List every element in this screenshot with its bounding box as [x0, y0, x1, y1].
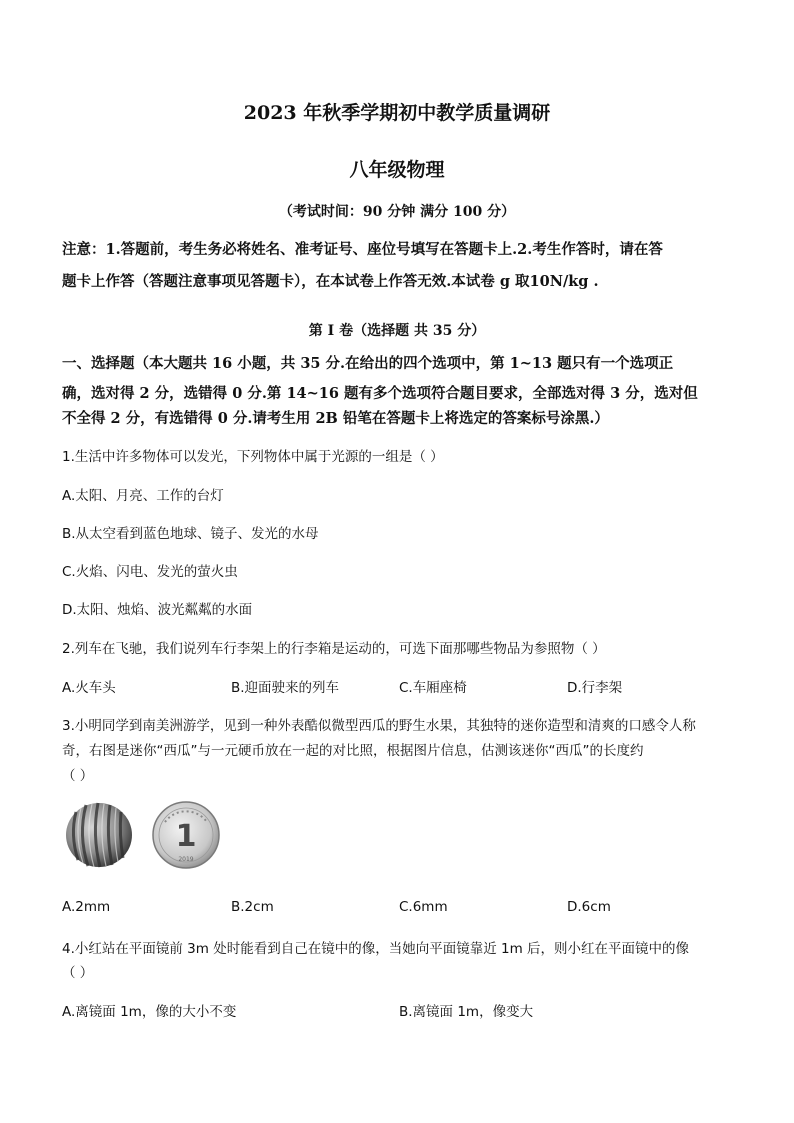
- section-instruction-3: 不全得 2 分，有选错得 0 分.请考生用 2B 铅笔在答题卡上将选定的答案标号涂黑.）: [62, 410, 609, 427]
- question-1-option-a: A.太阳、月亮、工作的台灯: [62, 488, 224, 504]
- question-3-stem-line-2: 奇，右图是迷你“西瓜”与一元硬币放在一起的对比照，根据图片信息，估测该迷你“西瓜”的长度约: [62, 743, 644, 759]
- question-3-option-a: A.2mm: [62, 899, 111, 915]
- question-3-stem-line-3: （ ）: [62, 768, 94, 784]
- question-4-option-a: A.离镜面 1m，像的大小不变: [62, 1004, 237, 1020]
- exam-title: 2023 年秋季学期初中教学质量调研: [243, 102, 551, 124]
- question-2-stem: 2.列车在飞驰，我们说列车行李架上的行李箱是运动的，可选下面那哪些物品为参照物（ ）: [62, 641, 606, 657]
- question-2-option-c: C.车厢座椅: [399, 680, 467, 696]
- question-2-option-a: A.火车头: [62, 680, 116, 696]
- question-4-stem-line-2: （ ）: [62, 965, 94, 981]
- question-3-stem-line-1: 3.小明同学到南美洲游学，见到一种外表酷似微型西瓜的野生水果，其独特的迷你造型和清爽的口感令人称: [62, 718, 696, 734]
- question-4-option-b: B.离镜面 1m，像变大: [399, 1004, 534, 1020]
- exam-subject: 八年级物理: [349, 159, 445, 181]
- question-1-option-b: B.从太空看到蓝色地球、镜子、发光的水母: [62, 526, 319, 542]
- coin-year: 2019: [178, 856, 194, 863]
- question-3-option-c: C.6mm: [399, 899, 448, 915]
- one-yuan-coin-image: [151, 800, 221, 870]
- notice-line-1: 注意：1.答题前，考生务必将姓名、准考证号、座位号填写在答题卡上.2.考生作答时，请在答: [62, 241, 663, 258]
- section-instruction-2: 确，选对得 2 分，选错得 0 分.第 14~16 题有多个选项符合题目要求，全部选对得 3 分，选对但: [62, 385, 698, 402]
- question-2-option-b: B.迎面驶来的列车: [231, 680, 340, 696]
- notice-line-2: 题卡上作答（答题注意事项见答题卡），在本试卷上作答无效.本试卷 g 取10N/kg .: [62, 273, 599, 290]
- question-4-stem-line-1: 4.小红站在平面镜前 3m 处时能看到自己在镜中的像，当她向平面镜靠近 1m 后，则小红在平面镜中的像: [62, 941, 690, 957]
- question-1-stem: 1.生活中许多物体可以发光，下列物体中属于光源的一组是（ ）: [62, 449, 444, 465]
- mini-watermelon-image: [64, 800, 134, 870]
- question-1-option-c: C.火焰、闪电、发光的萤火虫: [62, 564, 238, 580]
- question-1-option-d: D.太阳、烛焰、波光粼粼的水面: [62, 602, 253, 618]
- section-title: 第 I 卷（选择题 共 35 分）: [308, 323, 486, 339]
- question-2-option-d: D.行李架: [567, 680, 623, 696]
- coin-value: 1: [175, 819, 197, 854]
- exam-info: （考试时间：90 分钟 满分 100 分）: [278, 204, 516, 220]
- question-3-option-d: D.6cm: [567, 899, 611, 915]
- section-instruction-1: 一、选择题（本大题共 16 小题，共 35 分.在给出的四个选项中，第 1~13 题只有一个选项正: [62, 355, 674, 372]
- question-3-option-b: B.2cm: [231, 899, 274, 915]
